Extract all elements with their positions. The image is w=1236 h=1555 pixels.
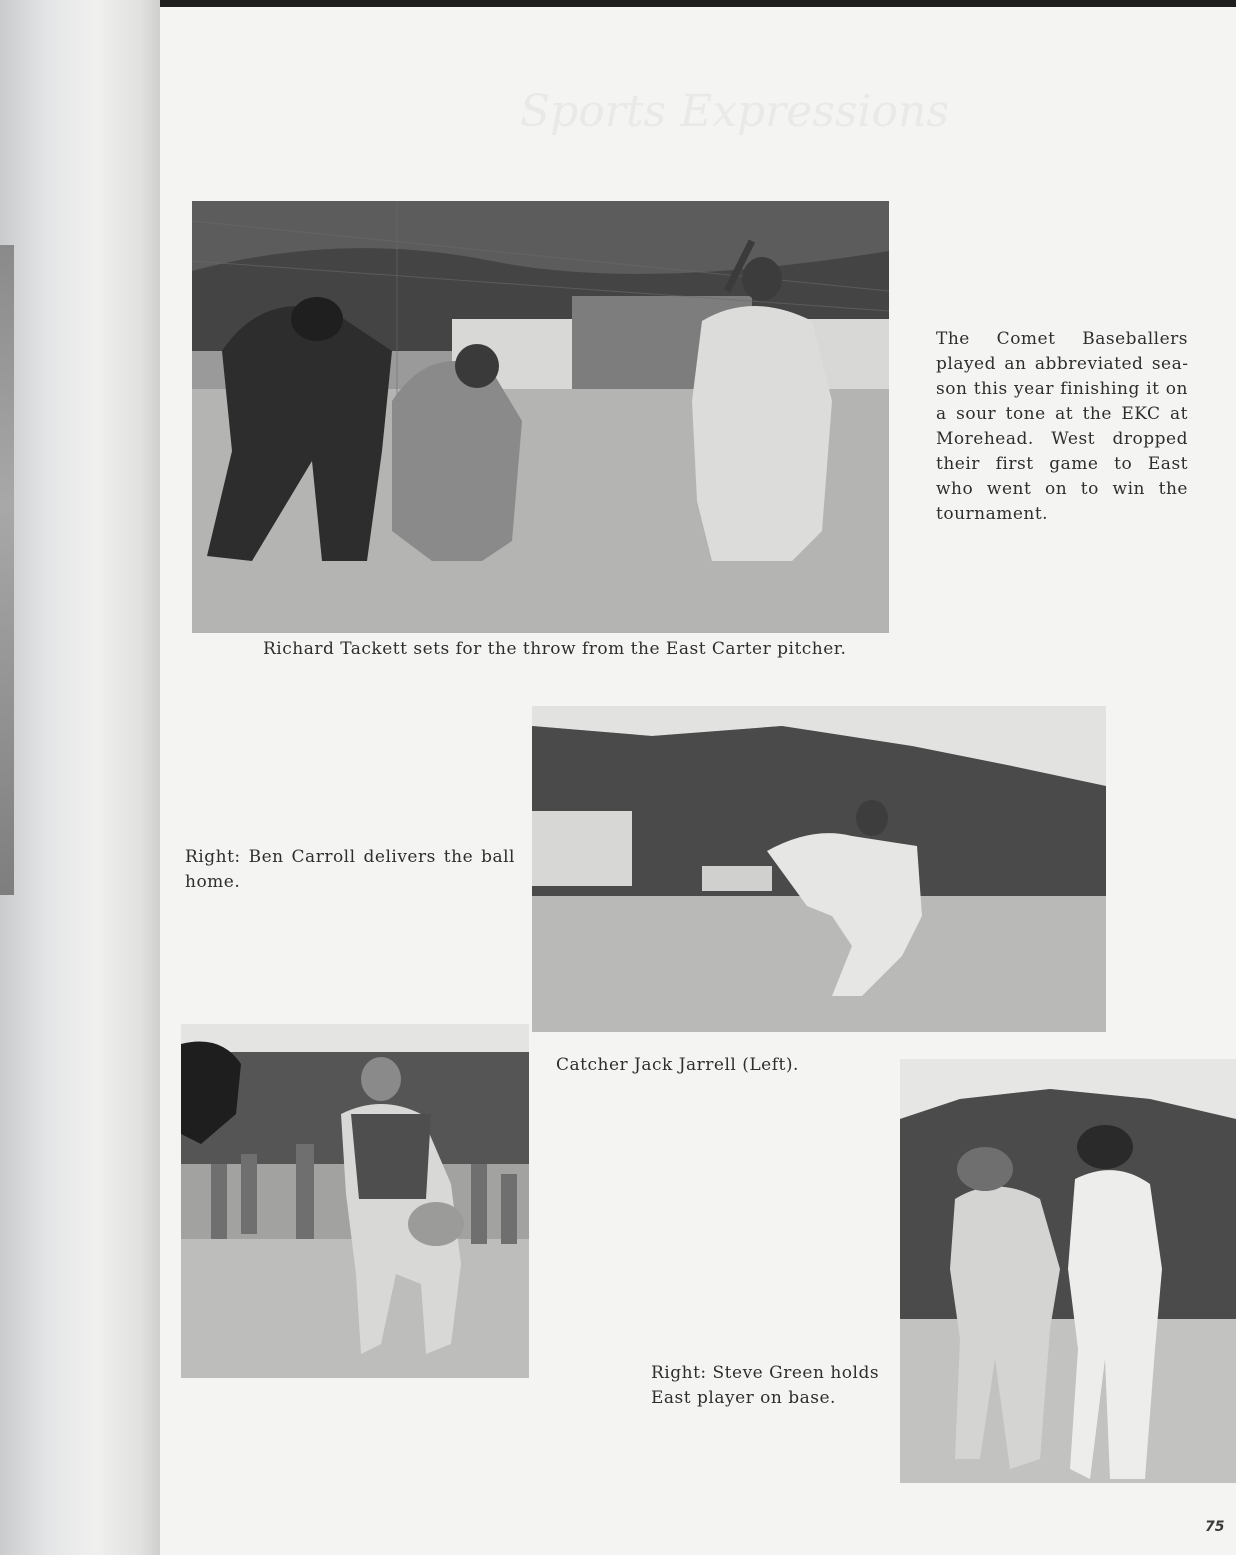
caption-base: Right: Steve Green holds East player on base. — [651, 1363, 880, 1408]
photo-pitcher — [532, 706, 1106, 1032]
photo-base-image — [900, 1059, 1236, 1483]
photo-catcher-image — [181, 1024, 529, 1378]
book-binding-shadow — [0, 0, 160, 1555]
intro-paragraph: The Comet Baseballers played an abbreviated season this year finishing it on a sour tone at the EKC at Morehead. West dropped their first game to East who went on to win the tournament. — [936, 329, 1188, 524]
caption-pitcher: Right: Ben Carroll delivers the ball home. — [185, 847, 515, 892]
ghost-heading: Sports Expressions — [520, 86, 949, 137]
adjacent-page-strip — [0, 245, 14, 895]
caption-batter: Richard Tackett sets for the throw from the East Carter pitcher. — [263, 639, 847, 659]
photo-batter-image — [192, 201, 889, 633]
page-top-edge — [0, 0, 1236, 7]
photo-batter-at-plate — [192, 201, 889, 633]
photo-pitcher-image — [532, 706, 1106, 1032]
photo-players-on-base — [900, 1059, 1236, 1483]
caption-catcher: Catcher Jack Jarrell (Left). — [556, 1055, 799, 1075]
photo-catcher — [181, 1024, 529, 1378]
page-number: 75 — [1205, 1519, 1225, 1535]
